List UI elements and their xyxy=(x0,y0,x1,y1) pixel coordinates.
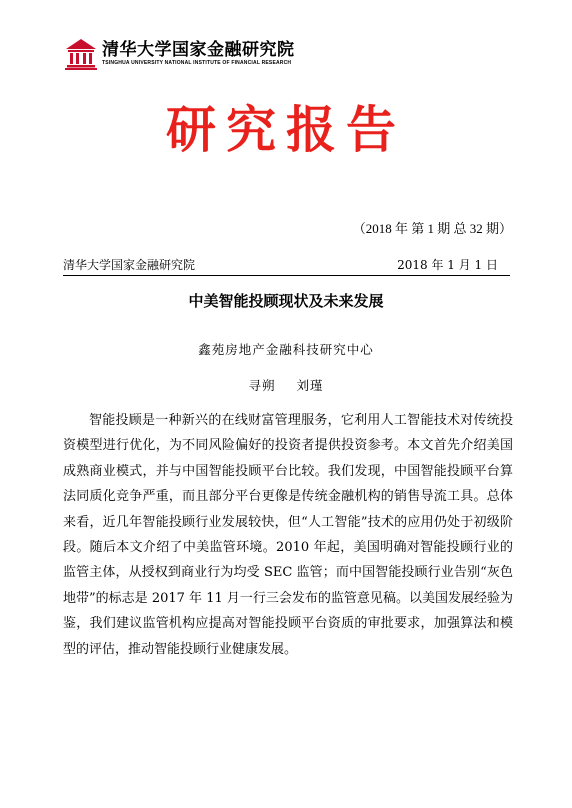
building-gate-icon xyxy=(64,37,98,71)
header-organization: 清华大学国家金融研究院 xyxy=(63,258,196,272)
header-date: 2018 年 1 月 1 日 xyxy=(397,258,498,272)
authors: 寻朔 刘瑾 xyxy=(248,378,324,393)
logo-english-name: TSINGHUA UNIVERSITY NATIONAL INSTITUTE OF FINANCIAL RESEARCH xyxy=(102,60,292,66)
research-center-name: 鑫苑房地产金融科技研究中心 xyxy=(198,342,374,357)
header-bar xyxy=(63,257,510,276)
issue-number: （2018 年 第 1 期 总 32 期） xyxy=(352,221,512,236)
institute-logo xyxy=(64,37,295,71)
logo-chinese-name: 清华大学国家金融研究院 xyxy=(102,40,295,60)
abstract-paragraph: 智能投顾是一种新兴的在线财富管理服务，它利用人工智能技术对传统投资模型进行优化，为不同风险偏好的投资者提供投资参考。本文首先介绍美国成熟商业模式，并与中国智能投顾平台比较。我们发现，中国智能投顾平台算法同质化竞争严重，而且部分平台更像是传统金融机构的销售导流工具。总体来看，近几年智能投顾行业发展较快，但“人工智能”技术的应用仍处于初级阶段。随后本文介绍了中美监管环境。2010 年起，美国明确对智能投顾行业的监管主体，从授权到商业行为均受 SEC 监管；而中国智能投顾行业告别“灰色地带”的标志是 2017 年 11 月一行三会发布的监管意见稿。以美国发展经验为鉴，我们建议监管机构应提高对智能投顾平台资质的审批要求，加强算法和模型的评估，推动智能投顾行业健康发展。 xyxy=(63,413,513,657)
report-title: 研究报告 xyxy=(166,100,406,159)
article-title: 中美智能投顾现状及未来发展 xyxy=(188,292,384,310)
